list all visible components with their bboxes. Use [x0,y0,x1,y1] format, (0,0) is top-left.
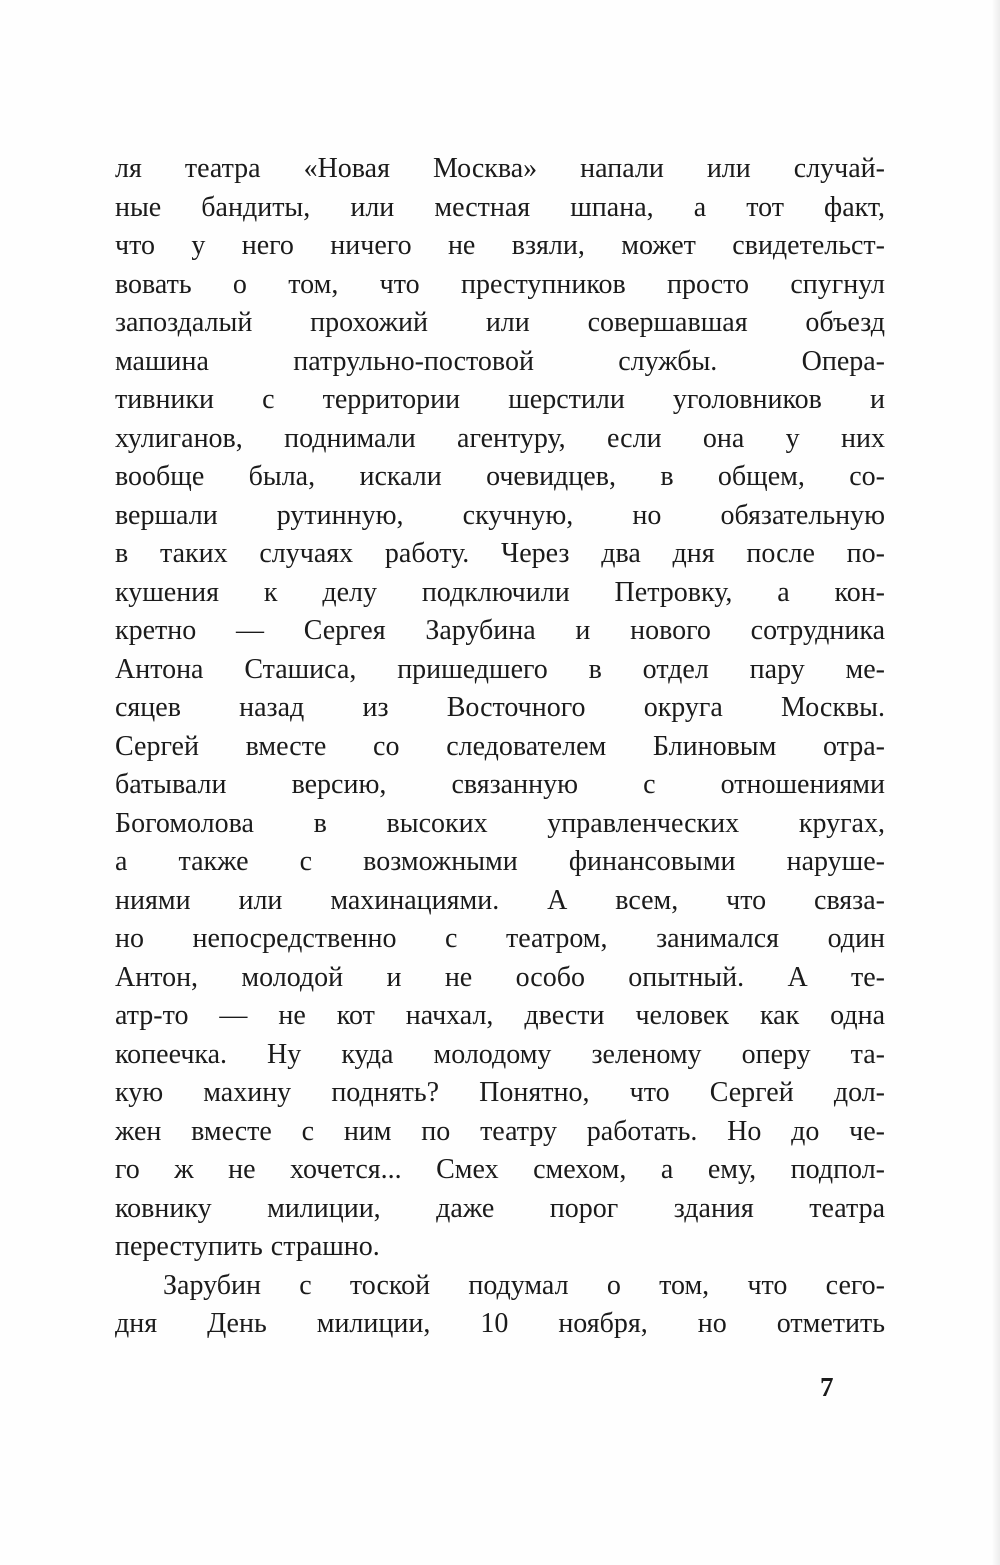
text-line: ниями или махинациями. А всем, что связа- [115,884,885,916]
text-line: ковнику милиции, даже порог здания театра [115,1192,885,1224]
text-line: Антона Сташиса, пришедшего в отдел пару ме- [115,653,885,685]
text-line: переступить страшно. [115,1231,380,1262]
text-line: кую махину поднять? Понятно, что Сергей дол- [115,1077,885,1108]
text-line: машина патрульно-постовой службы. Опера- [115,345,885,377]
text-line: сяцев назад из Восточного округа Москвы. [115,692,885,723]
text-line: го ж не хочется... Смех смехом, а ему, подпол- [115,1154,885,1185]
text-line: что у него ничего не взяли, может свидетельст- [115,230,885,261]
text-line: кретно — Сергея Зарубина и нового сотрудника [115,615,885,646]
text-line: тивники с территории шерстили уголовников и [115,384,885,415]
text-line: запоздалый прохожий или совершавшая объезд [115,307,885,338]
text-line: кушения к делу подключили Петровку, а кон- [115,576,885,608]
text-line: дня День милиции, 10 ноября, но отметить [115,1308,885,1339]
text-line: а также с возможными финансовыми наруше- [115,846,885,877]
page-number: 7 [820,1372,834,1402]
text-line: вершали рутинную, скучную, но обязательную [115,499,885,531]
text-line: атр-то — не кот начхал, двести человек как одна [115,1000,885,1031]
text-line: вообще была, искали очевидцев, в общем, со- [115,461,885,492]
text-line: Богомолова в высоких управленческих кругах, [115,807,885,839]
text-line: Зарубин с тоской подумал о том, что сего- [163,1269,885,1301]
text-line: жен вместе с ним по театру работать. Но до че- [115,1115,885,1147]
text-line: копеечка. Ну куда молодому зеленому оперу та- [115,1038,885,1070]
text-line: ля театра «Новая Москва» напали или случай- [115,153,885,184]
page-text [115,150,885,1344]
scan-edge-shadow [992,0,1000,1565]
text-line: Сергей вместе со следователем Блиновым отра- [115,730,885,762]
text-line: но непосредственно с театром, занимался один [115,923,885,954]
text-line: батывали версию, связанную с отношениями [115,769,885,800]
text-line: хулиганов, поднимали агентуру, если она у них [115,422,885,454]
text-line: в таких случаях работу. Через два дня после по- [115,538,885,569]
text-line: вовать о том, что преступников просто спугнул [115,268,885,300]
text-line: Антон, молодой и не особо опытный. А те- [115,961,885,993]
text-line: ные бандиты, или местная шпана, а тот факт, [115,191,885,223]
